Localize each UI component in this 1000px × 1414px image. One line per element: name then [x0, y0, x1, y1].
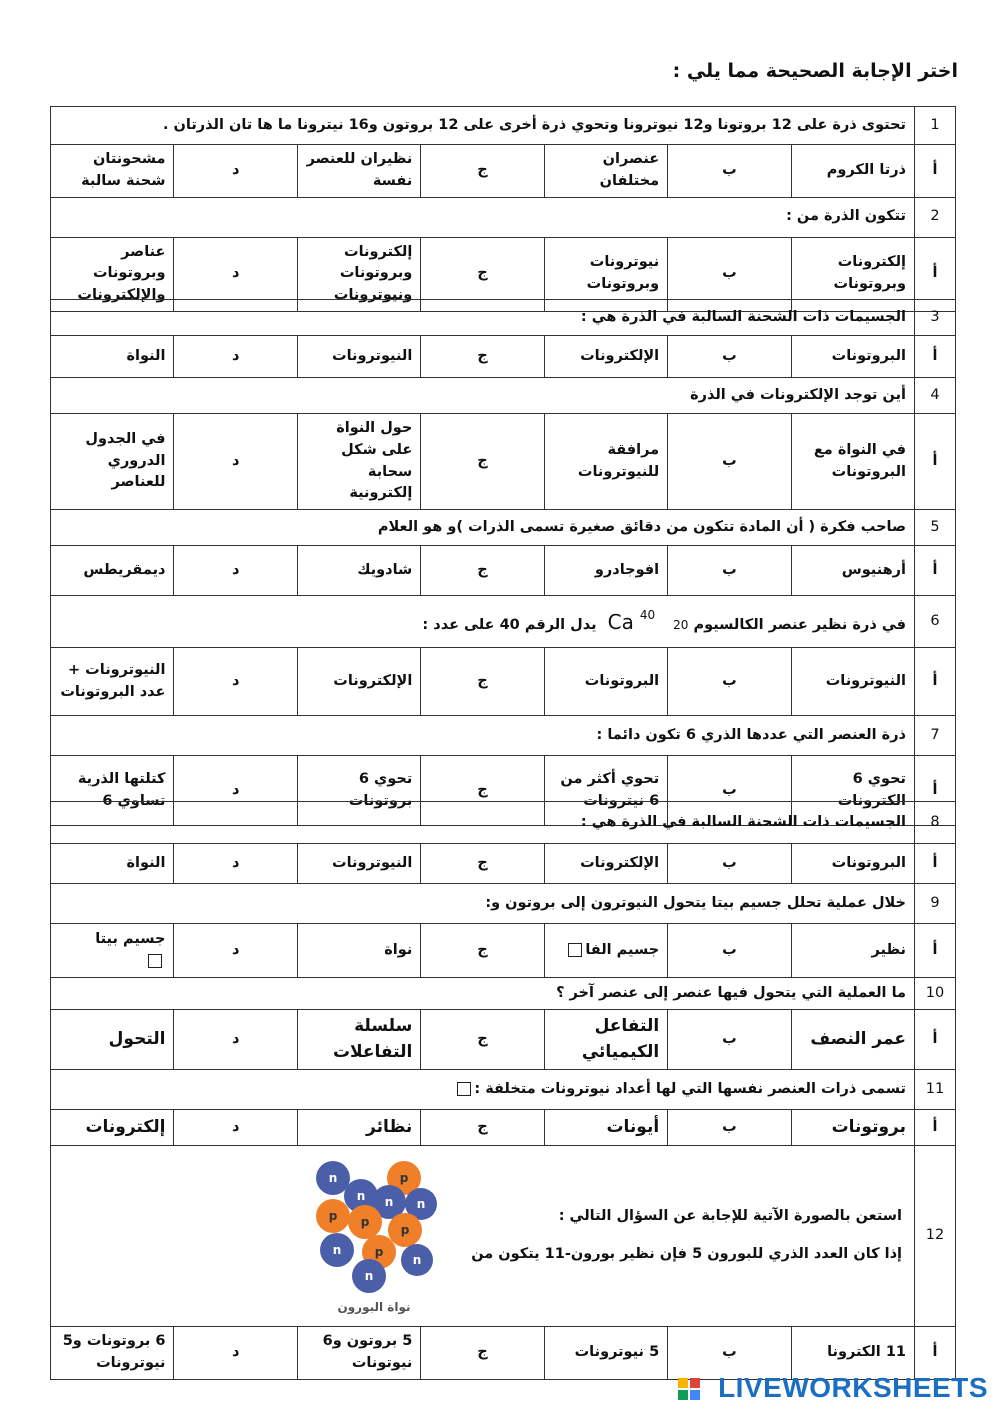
- question-stem: ذرة العنصر التي عددها الذري 6 تكون دائما :: [51, 716, 915, 756]
- option-letter-a: أ: [915, 648, 956, 716]
- option-c[interactable]: نواة: [297, 924, 420, 978]
- option-letter-b: ب: [668, 336, 791, 378]
- question-number: 9: [915, 884, 956, 924]
- question-number: 11: [915, 1070, 956, 1110]
- option-b[interactable]: التفاعل الكيميائي: [544, 1010, 667, 1070]
- option-c[interactable]: حول النواة على شكل سحابة إلكترونية: [297, 414, 420, 510]
- page-title: اختر الإجابة الصحيحة مما يلي :: [672, 60, 958, 82]
- question-number: 1: [915, 107, 956, 145]
- option-letter-d: د: [174, 1010, 297, 1070]
- question-stem: تحتوى ذرة على 12 بروتونا و12 نيوترونا وتحوي ذرة أخرى على 12 بروتون و16 نيترونا ما ها تان الذرتان .: [51, 107, 915, 145]
- option-d[interactable]: كتلتها الذرية تساوي 6: [51, 756, 174, 826]
- checkbox-icon[interactable]: [457, 1082, 471, 1096]
- option-letter-c: ج: [421, 1110, 544, 1146]
- option-letter-b: ب: [668, 924, 791, 978]
- option-letter-a: أ: [915, 1010, 956, 1070]
- question-block-1: [50, 106, 956, 312]
- option-letter-d: د: [174, 145, 297, 198]
- option-text: جسيم بيتا: [95, 930, 166, 947]
- neutron-label: n: [384, 1195, 394, 1209]
- option-d[interactable]: إلكترونات: [51, 1110, 174, 1146]
- option-letter-d: د: [174, 414, 297, 510]
- option-letter-a: أ: [915, 546, 956, 596]
- option-b[interactable]: افوجادرو: [544, 546, 667, 596]
- option-b[interactable]: مرافقة للنيوترونات: [544, 414, 667, 510]
- option-d[interactable]: التحول: [51, 1010, 174, 1070]
- question-stem: [51, 1070, 915, 1110]
- proton-label: p: [328, 1209, 338, 1223]
- option-a[interactable]: تحوي 6 الكترونات: [791, 756, 914, 826]
- option-letter-c: ج: [421, 756, 544, 826]
- option-letter-c: ج: [421, 145, 544, 198]
- option-d[interactable]: النواة: [51, 844, 174, 884]
- neutron-label: n: [332, 1243, 342, 1257]
- option-letter-c: ج: [421, 1327, 544, 1380]
- question-stem: الجسيمات ذات الشحنة السالبة في الذرة هي :: [51, 802, 915, 844]
- neutron-label: n: [412, 1253, 422, 1267]
- option-letter-c: ج: [421, 1010, 544, 1070]
- option-letter-d: د: [174, 756, 297, 826]
- question-stem: [51, 596, 915, 648]
- question-stem: ما العملية التي يتحول فيها عنصر إلى عنصر آخر ؟: [51, 978, 915, 1010]
- question-stem-text: تسمى ذرات العنصر نفسها التي لها أعداد نيوترونات متخلفة :: [474, 1080, 906, 1097]
- option-letter-a: أ: [915, 1327, 956, 1380]
- option-c[interactable]: شادويك: [297, 546, 420, 596]
- option-d[interactable]: عناصر وبروتونات والإلكترونات: [51, 237, 174, 311]
- option-a[interactable]: نظير: [791, 924, 914, 978]
- option-b[interactable]: الإلكترونات: [544, 336, 667, 378]
- option-letter-a: أ: [915, 756, 956, 826]
- question-stem: [51, 1146, 915, 1327]
- option-a[interactable]: بروتونات: [791, 1110, 914, 1146]
- option-d[interactable]: 6 بروتونات و5 نيوترونات: [51, 1327, 174, 1380]
- option-letter-d: د: [174, 844, 297, 884]
- option-letter-d: د: [174, 237, 297, 311]
- question-number: 5: [915, 510, 956, 546]
- question-stem: صاحب فكرة ( أن المادة تتكون من دقائق صغيرة تسمى الذرات )و هو العلام: [51, 510, 915, 546]
- option-letter-a: أ: [915, 237, 956, 311]
- isotope-atomic-number: 20: [673, 617, 689, 632]
- stem-part: في ذرة نظير عنصر الكالسيوم: [693, 616, 906, 633]
- option-letter-b: ب: [668, 546, 791, 596]
- option-b[interactable]: عنصران مختلفان: [544, 145, 667, 198]
- option-a[interactable]: النيوترونات: [791, 648, 914, 716]
- option-d[interactable]: مشحونتان شحنة سالبة: [51, 145, 174, 198]
- option-letter-b: ب: [668, 1327, 791, 1380]
- option-c[interactable]: النيوترونات: [297, 844, 420, 884]
- option-letter-b: ب: [668, 844, 791, 884]
- option-letter-c: ج: [421, 924, 544, 978]
- option-c[interactable]: النيوترونات: [297, 336, 420, 378]
- option-letter-d: د: [174, 546, 297, 596]
- option-letter-b: ب: [668, 237, 791, 311]
- neutron-label: n: [356, 1189, 366, 1203]
- option-d[interactable]: ديمقريطس: [51, 546, 174, 596]
- proton-label: p: [399, 1171, 409, 1185]
- option-c[interactable]: نظيران للعنصر نفسة: [297, 145, 420, 198]
- option-letter-b: ب: [668, 1010, 791, 1070]
- neutron-label: n: [416, 1197, 426, 1211]
- option-letter-a: أ: [915, 145, 956, 198]
- question-number: 3: [915, 300, 956, 336]
- option-c[interactable]: الإلكترونات: [297, 648, 420, 716]
- option-letter-a: أ: [915, 336, 956, 378]
- checkbox-icon[interactable]: [568, 943, 582, 957]
- option-a[interactable]: إلكترونات وبروتونات: [791, 237, 914, 311]
- question-number: 2: [915, 197, 956, 237]
- image-caption: نواة البورون: [337, 1300, 411, 1314]
- question-stem: خلال عملية تحلل جسيم بيتا يتحول النيوترون إلى بروتون و:: [51, 884, 915, 924]
- proton-label: p: [360, 1215, 370, 1229]
- option-c[interactable]: نظائر: [297, 1110, 420, 1146]
- option-a[interactable]: البروتونات: [791, 336, 914, 378]
- question-stem: تتكون الذرة من :: [51, 197, 915, 237]
- neutron-label: n: [328, 1171, 338, 1185]
- option-letter-c: ج: [421, 546, 544, 596]
- option-a[interactable]: أرهنيوس: [791, 546, 914, 596]
- proton-label: p: [374, 1245, 384, 1259]
- option-b[interactable]: تحوي أكثر من 6 نيترونات: [544, 756, 667, 826]
- option-a[interactable]: في النواة مع البروتونات: [791, 414, 914, 510]
- option-letter-d: د: [174, 1327, 297, 1380]
- option-letter-b: ب: [668, 756, 791, 826]
- option-letter-c: ج: [421, 844, 544, 884]
- option-b[interactable]: [544, 924, 667, 978]
- option-a[interactable]: 11 الكترونا: [791, 1327, 914, 1380]
- option-d[interactable]: النواة: [51, 336, 174, 378]
- option-letter-b: ب: [668, 648, 791, 716]
- option-text: جسيم الفا: [585, 941, 660, 958]
- option-letter-d: د: [174, 924, 297, 978]
- liveworksheets-brand[interactable]: LIVEWORKSHEETS: [718, 1372, 988, 1403]
- isotope-mass-number: 40: [639, 607, 656, 622]
- option-letter-c: ج: [421, 237, 544, 311]
- option-letter-d: د: [174, 336, 297, 378]
- option-c[interactable]: إلكترونات وبروتونات ونيوترونات: [297, 237, 420, 311]
- isotope-symbol: Ca: [607, 609, 634, 634]
- option-letter-a: أ: [915, 844, 956, 884]
- option-b[interactable]: الإلكترونات: [544, 844, 667, 884]
- option-letter-b: ب: [668, 1110, 791, 1146]
- question-12-text: [471, 1198, 902, 1273]
- option-letter-a: أ: [915, 414, 956, 510]
- option-letter-c: ج: [421, 648, 544, 716]
- option-letter-b: ب: [668, 145, 791, 198]
- question-stem: الجسيمات ذات الشحنة السالبة في الذرة هي :: [51, 300, 915, 336]
- option-letter-c: ج: [421, 414, 544, 510]
- question-number: 8: [915, 802, 956, 844]
- option-d[interactable]: النيوترونات + عدد البروتونات: [51, 648, 174, 716]
- question-number: 6: [915, 596, 956, 648]
- option-letter-a: أ: [915, 1110, 956, 1146]
- option-a[interactable]: ذرتا الكروم: [791, 145, 914, 198]
- option-letter-d: د: [174, 1110, 297, 1146]
- option-b[interactable]: البروتونات: [544, 648, 667, 716]
- option-b[interactable]: 5 نيوترونات: [544, 1327, 667, 1380]
- option-c[interactable]: تحوي 6 بروتونات: [297, 756, 420, 826]
- checkbox-icon[interactable]: [148, 954, 162, 968]
- boron-nucleus-image: [309, 1158, 439, 1318]
- option-b[interactable]: أيونات: [544, 1110, 667, 1146]
- liveworksheets-logo-icon: [678, 1378, 700, 1400]
- option-letter-a: أ: [915, 924, 956, 978]
- stem-part: يدل الرقم 40 على عدد :: [422, 616, 597, 633]
- question-number: 10: [915, 978, 956, 1010]
- question-block-3: [50, 801, 956, 1380]
- question-block-2: [50, 299, 956, 826]
- option-a[interactable]: البروتونات: [791, 844, 914, 884]
- option-a[interactable]: عمر النصف: [791, 1010, 914, 1070]
- option-b[interactable]: نيوترونات وبروتونات: [544, 237, 667, 311]
- option-d[interactable]: في الجدول الدروري للعناصر: [51, 414, 174, 510]
- question-number: 12: [915, 1146, 956, 1327]
- option-c[interactable]: 5 بروتون و6 نيوتونات: [297, 1327, 420, 1380]
- option-d[interactable]: [51, 924, 174, 978]
- option-letter-c: ج: [421, 336, 544, 378]
- option-letter-d: د: [174, 648, 297, 716]
- question-number: 7: [915, 716, 956, 756]
- option-c[interactable]: سلسلة التفاعلات: [297, 1010, 420, 1070]
- option-letter-b: ب: [668, 414, 791, 510]
- question-stem-line1: استعن بالصورة الآتية للإجابة عن السؤال التالي :: [558, 1208, 902, 1224]
- proton-label: p: [400, 1223, 410, 1237]
- question-number: 4: [915, 378, 956, 414]
- question-stem-line2: إذا كان العدد الذري للبورون 5 فإن نظير بورون-11 يتكون من: [471, 1245, 902, 1262]
- question-stem: أين توجد الإلكترونات في الذرة: [51, 378, 915, 414]
- neutron-label: n: [364, 1269, 374, 1283]
